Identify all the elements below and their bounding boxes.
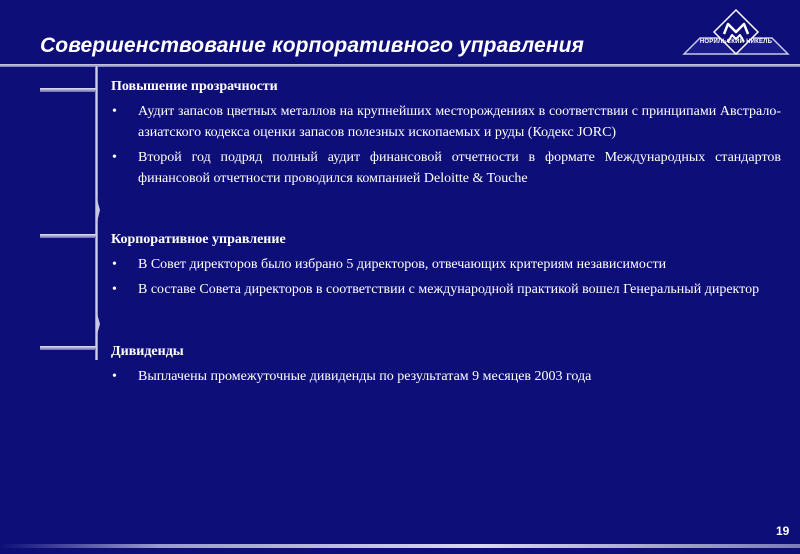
page-number: 19 [776, 524, 790, 538]
section-heading: Корпоративное управление [111, 232, 286, 247]
list-item: • Аудит запасов цветных металлов на крупнейших месторождениях в соответствии с принципами Австрало-азиатского кодекса оценки запасов полезных ископаемых и руды (Кодекс JORC) [111, 101, 781, 143]
title-divider [0, 64, 800, 67]
section-heading: Повышение прозрачности [111, 79, 278, 94]
company-logo [680, 8, 792, 56]
section-heading: Дивиденды [111, 344, 184, 359]
list-item: • В составе Совета директоров в соответствии с международной практикой вошел Генеральный директор [111, 279, 781, 300]
bullet-list [111, 254, 781, 300]
logo-text: НОРИЛЬСКИЙ НИКЕЛЬ [699, 39, 773, 45]
bullet-list [111, 101, 781, 189]
list-item: • В Совет директоров было избрано 5 директоров, отвечающих критериям независимости [111, 254, 781, 275]
section-connector [0, 0, 120, 554]
slide-title: Совершенствование корпоративного управления [40, 34, 584, 57]
section-corporate-governance [111, 229, 781, 304]
bullet-list [111, 366, 781, 387]
list-item: • Второй год подряд полный аудит финансовой отчетности в формате Международных стандартов финансовой отчетности проводился компанией Deloitte & Touche [111, 147, 781, 189]
list-item: • Выплачены промежуточные дивиденды по результатам 9 месяцев 2003 года [111, 366, 781, 387]
footer-divider [0, 544, 800, 548]
section-dividends [111, 341, 781, 391]
section-transparency [111, 76, 781, 193]
